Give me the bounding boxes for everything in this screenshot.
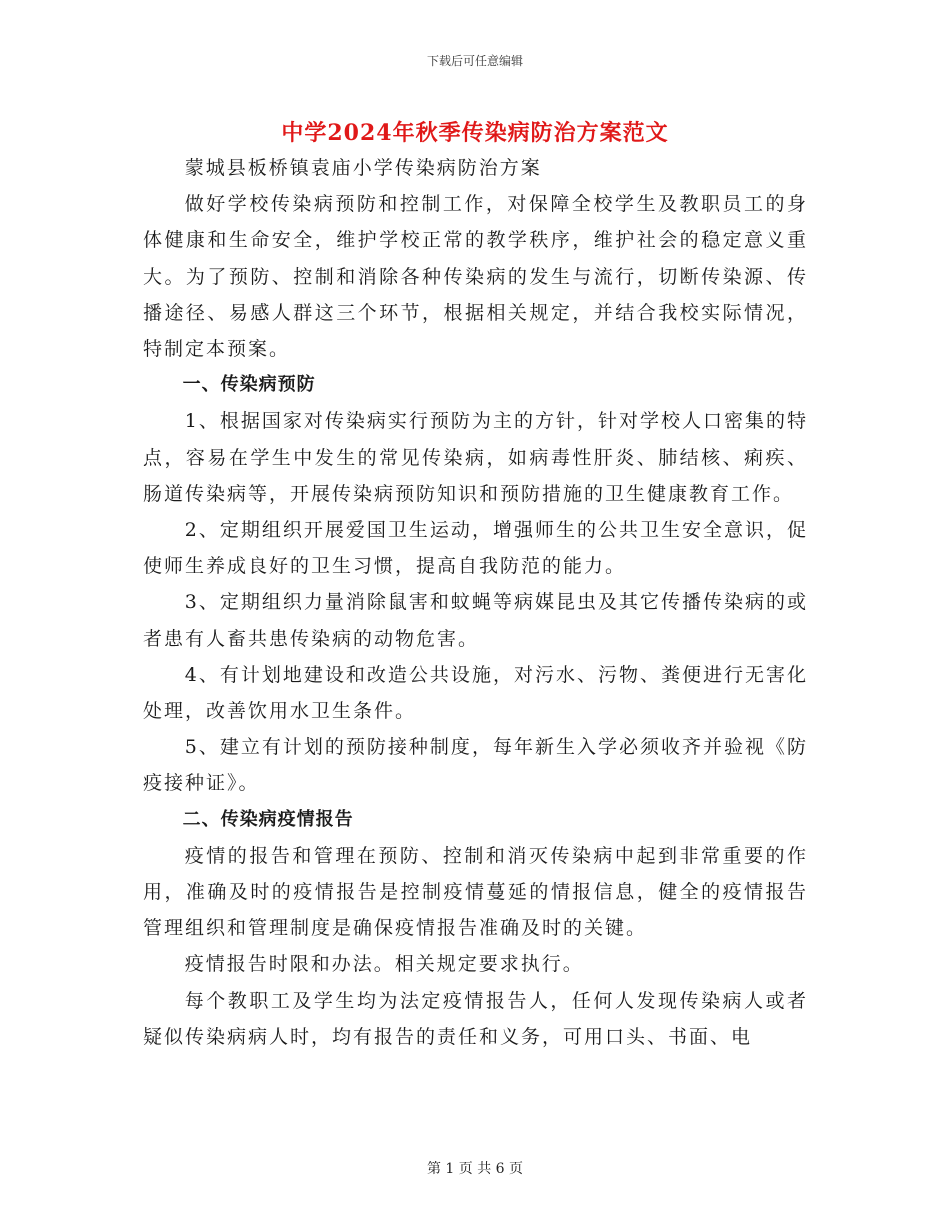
section-heading-reporting: 二、传染病疫情报告 bbox=[182, 808, 354, 830]
page-footer: 第 1 页 共 6 页 bbox=[426, 1161, 524, 1177]
section-heading-prevention: 一、传染病预防 bbox=[182, 374, 316, 396]
page-header: 下载后可任意编辑 bbox=[426, 54, 523, 68]
document-body bbox=[143, 150, 808, 1055]
subtitle-paragraph: 蒙城县板桥镇袁庙小学传染病防治方案 bbox=[184, 157, 542, 179]
body-paragraph: 疫情的报告和管理在预防、控制和消灭传染病中起到非常重要的作用，准确及时的疫情报告是控制疫情蔓延的情报信息，健全的疫情报告管理组织和管理制度是确保疫情报告准确及时的关键。 bbox=[143, 844, 808, 940]
body-paragraph: 4、有计划地建设和改造公共设施，对污水、污物、粪便进行无害化处理，改善饮用水卫生条件。 bbox=[143, 663, 808, 723]
document-title: 中学2024年秋季传染病防治方案范文 bbox=[281, 120, 669, 146]
body-paragraph: 1、根据国家对传染病实行预防为主的方针，针对学校人口密集的特点，容易在学生中发生的常见传染病，如病毒性肝炎、肺结核、痢疾、肠道传染病等，开展传染病预防知识和预防措施的卫生健康教育工作。 bbox=[143, 410, 808, 505]
body-paragraph: 3、定期组织力量消除鼠害和蚊蝇等病媒昆虫及其它传播传染病的或者患有人畜共患传染病的动物危害。 bbox=[143, 591, 808, 650]
intro-paragraph: 做好学校传染病预防和控制工作，对保障全校学生及教职员工的身体健康和生命安全，维护学校正常的教学秩序，维护社会的稳定意义重大。为了预防、控制和消除各种传染病的发生与流行，切断传染源、传播途径、易感人群这三个环节，根据相关规定，并结合我校实际情况，特制定本预案。 bbox=[143, 193, 808, 361]
body-paragraph: 疫情报告时限和办法。相关规定要求执行。 bbox=[184, 953, 584, 976]
body-paragraph: 2、定期组织开展爱国卫生运动，增强师生的公共卫生安全意识，促使师生养成良好的卫生习惯，提高自我防范的能力。 bbox=[143, 519, 808, 578]
body-paragraph: 每个教职工及学生均为法定疫情报告人，任何人发现传染病人或者疑似传染病病人时，均有报告的责任和义务，可用口头、书面、电 bbox=[143, 989, 808, 1048]
body-paragraph: 5、建立有计划的预防接种制度，每年新生入学必须收齐并验视《防疫接种证》。 bbox=[143, 736, 808, 795]
